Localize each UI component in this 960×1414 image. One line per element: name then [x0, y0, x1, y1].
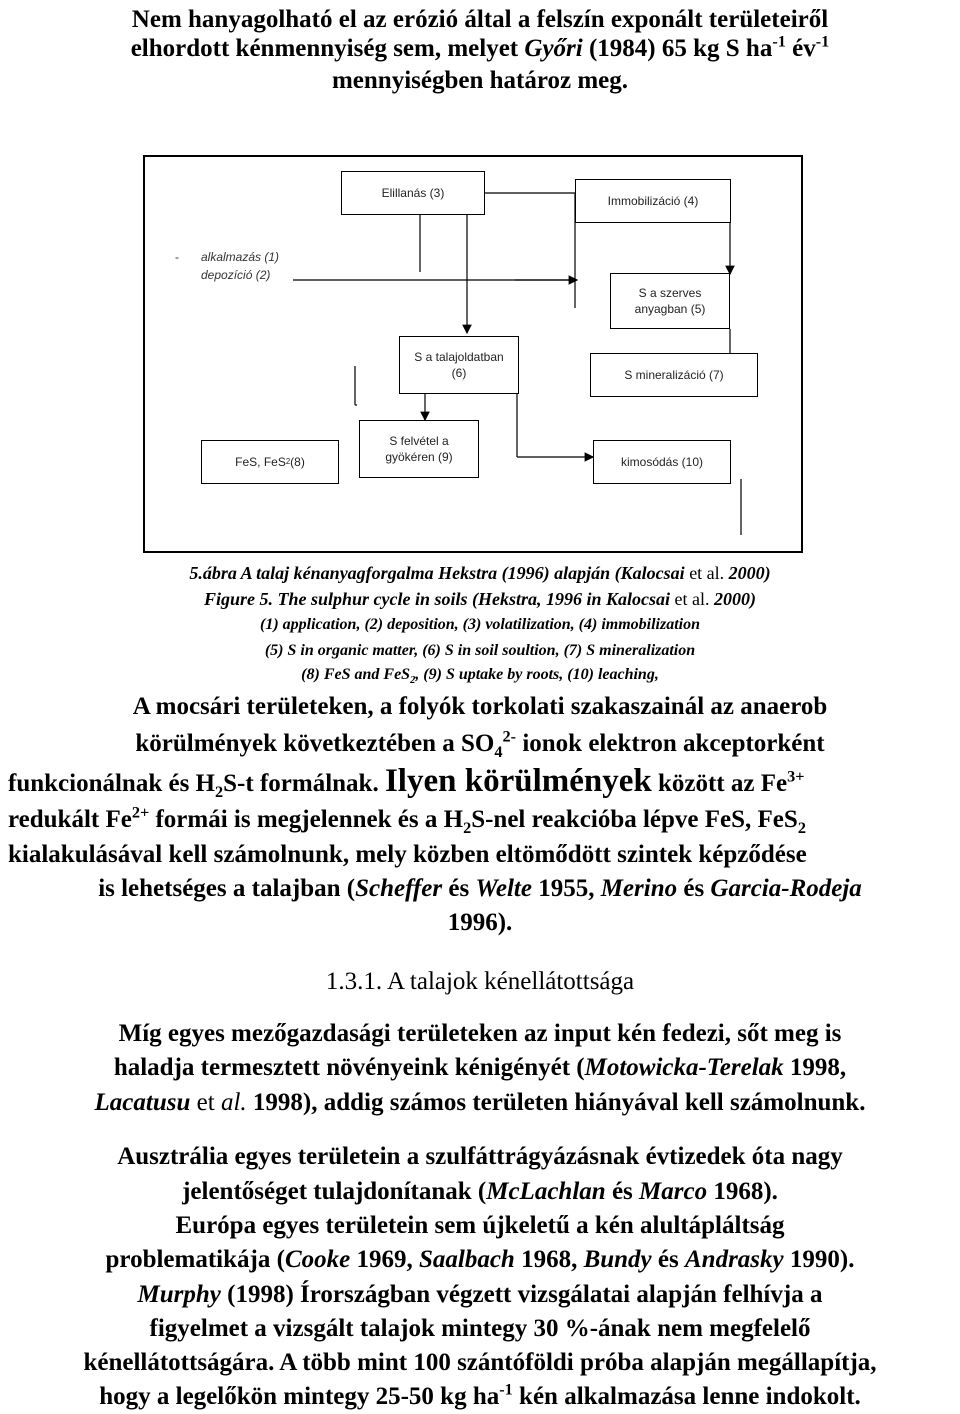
- box-immobilizacio: Immobilizáció (4): [575, 179, 731, 223]
- box-szerves: S a szerves anyagban (5): [610, 273, 730, 329]
- para1-line-2: körülmények következtében a $SO_4^{2-}$ ionok elektron akceptorként: [135, 727, 825, 761]
- label-depozicio: depozíció (2): [201, 268, 271, 282]
- para3-line-5: Murphy (1998) Írországban végzett vizsgálatai alapján felhívja a: [137, 1281, 823, 1308]
- caption-en-2: (1) application, (2) deposition, (3) volatilization, (4) immobilization: [260, 616, 700, 633]
- para1-line-6: is lehetséges a talajban (Scheffer és Welte 1955, Merino és Garcia-Rodeja: [98, 875, 862, 902]
- para3-line-3: Európa egyes területein sem újkeletű a kén alultápláltság: [175, 1212, 785, 1239]
- sulphur-cycle-diagram: [143, 155, 803, 553]
- para3-line-7: kénellátottságára. A több mint 100 szántóföldi próba alapján megállapítja,: [83, 1349, 877, 1376]
- para1-line-5: kialakulásával kell számolnunk, mely közben eltömődött szintek képződése: [8, 841, 807, 868]
- box-felvetel: S felvétel a gyökéren (9): [359, 420, 479, 478]
- para1-line-1: A mocsári területeken, a folyók torkolati szakaszainál az anaerob: [132, 693, 828, 720]
- caption-en-3: (5) S in organic matter, (6) S in soil soultion, (7) S mineralization: [264, 642, 696, 659]
- caption-en-1: Figure 5. The sulphur cycle in soils (Hekstra, 1996 in Kalocsai et al. 2000): [203, 589, 757, 609]
- para1-line-3: funkcionálnak és $H_2S-t$ formálnak. Ilyen körülmények között az $Fe^{3+}$: [8, 763, 805, 801]
- para3-line-4: problematikája (Cooke 1969, Saalbach 1968, Bundy és Andrasky 1990).: [105, 1246, 855, 1273]
- intro-line-2: elhordott kénmennyiség sem, melyet Győri (1984) 65 kg S $ha^{-1}$ $év^{-1}$: [130, 32, 830, 62]
- caption-en-4: (8) FeS and FeS$_2$, (9) S uptake by roots, (10) leaching,: [301, 666, 659, 687]
- para3-line-8: hogy a legelőkön mintegy 25-50 kg $ha^{-1}$ kén alkalmazása lenne indokolt.: [99, 1380, 861, 1410]
- para3-line-6: figyelmet a vizsgált talajok mintegy 30 %-ának nem megfelelő: [149, 1315, 811, 1342]
- diagram-dash: -: [175, 250, 179, 264]
- box-elillanas: Elillanás (3): [341, 171, 485, 215]
- para3-line-1: Ausztrália egyes területein a szulfáttrágyázásnak évtizedek óta nagy: [117, 1143, 843, 1170]
- para2-line-1: Míg egyes mezőgazdasági területeken az input kén fedezi, sőt meg is: [118, 1020, 842, 1047]
- box-kimosodas: kimosódás (10): [593, 440, 731, 484]
- box-talajoldat: S a talajoldatban (6): [399, 336, 519, 394]
- para2-line-2: haladja termesztett növényeink kénigényét (Motowicka-Terelak 1998,: [113, 1054, 847, 1081]
- para1-line-4: redukált $Fe^{2+}$ formái is megjelennek és a $H_2S$-nel reakcióba lépve FeS, FeS$_2$: [8, 803, 806, 837]
- intro-line-3: mennyiségben határoz meg.: [331, 67, 629, 94]
- box-fes: FeS, FeS 2 (8): [201, 440, 339, 484]
- author-gyori: Győri: [524, 35, 583, 62]
- box-mineralizacio: S mineralizáció (7): [590, 353, 758, 397]
- label-alkalmazas: alkalmazás (1): [201, 250, 280, 264]
- para3-line-2: jelentőséget tulajdonítanak (McLachlan és Marco 1968).: [182, 1178, 778, 1205]
- para1-line-7: 1996).: [447, 909, 513, 936]
- section-heading: 1.3.1. A talajok kénellátottsága: [325, 968, 635, 995]
- intro-line-1: Nem hanyagolható el az erózió által a felszín exponált területeiről: [131, 6, 829, 33]
- para2-line-3: Lacatusu et al. 1998), addig számos területen hiányával kell számolnunk.: [94, 1089, 866, 1116]
- caption-hu: 5.ábra A talaj kénanyagforgalma Hekstra (1996) alapján (Kalocsai et al. 2000): [189, 563, 771, 583]
